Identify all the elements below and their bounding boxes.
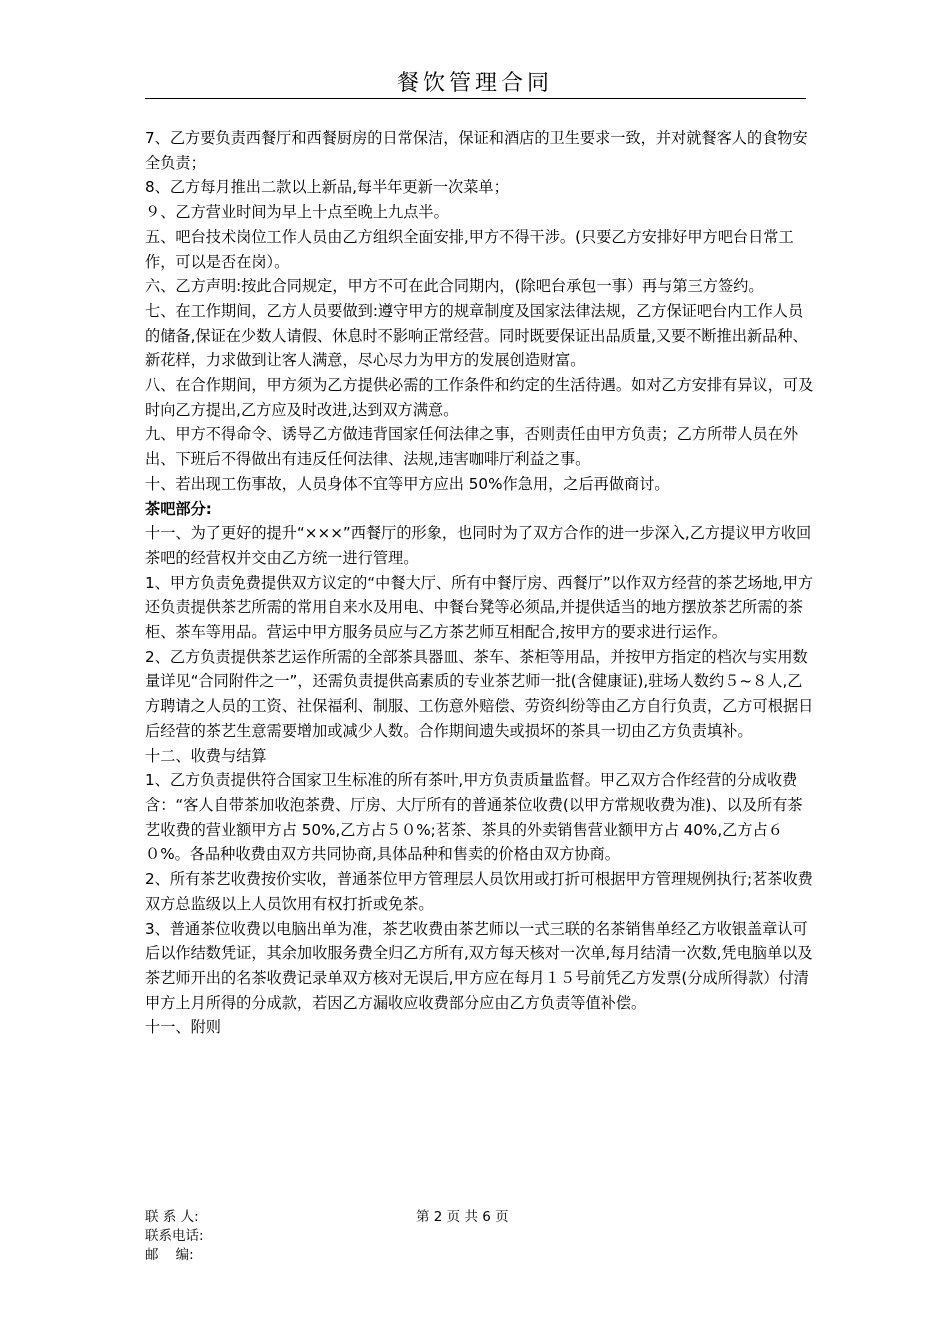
contract-paragraph: ９、乙方营业时间为早上十点至晚上九点半。: [145, 203, 449, 222]
contract-paragraph: 2、所有茶艺收费按价实收，普通茶位甲方管理层人员饮用或打折可根据甲方管理规例执行;茗茶收费双方总监级以上人员饮用有权打折或免茶。: [145, 870, 813, 913]
document-title: 餐饮管理合同: [396, 71, 553, 96]
contract-paragraph: 八、在合作期间，甲方须为乙方提供必需的工作条件和约定的生活待遇。如对乙方安排有异议，可及时向乙方提出,乙方应及时改进,达到双方满意。: [145, 376, 814, 419]
contract-paragraph: 2、乙方负责提供茶艺运作所需的全部茶具器皿、茶车、茶柜等用品，并按甲方指定的档次与实用数量详见“合同附件之一”，还需负责提供高素质的专业茶艺师一批(含健康证),驻场人数约５~８人,乙方聘请之人员的工资、社保福利、制服、工伤意外赔偿、劳资纠纷等由乙方自行负责，乙方可根据日后经营的茶艺生意需要增加或减少人数。合作期间遗失或损坏的茶具一切由乙方负责填补。: [145, 647, 814, 740]
contract-paragraph: 五、吧台技术岗位工作人员由乙方组织全面安排,甲方不得干涉。(只要乙方安排好甲方吧台日常工作，可以是否在岗）。: [145, 227, 794, 271]
contract-paragraph: 十一、附则: [145, 1018, 221, 1037]
contract-paragraph: 九、甲方不得命令、诱导乙方做违背国家任何法律之事，否则责任由甲方负责；乙方所带人员在外出、下班后不得做出有违反任何法律、法规,违害咖啡厅利益之事。: [145, 425, 799, 469]
contract-paragraph: 7、乙方要负责西餐厅和西餐厨房的日常保洁，保证和酒店的卫生要求一致，并对就餐客人的食物安全负责；: [145, 129, 808, 172]
header-divider: [145, 98, 806, 99]
contract-paragraph: 十一、为了更好的提升“×××”西餐厅的形象，也同时为了双方合作的进一步深入,乙方提议甲方收回茶吧的经营权并交由乙方统一进行管理。: [145, 524, 812, 567]
page-number: 第 2 页 共 6 页: [416, 1209, 509, 1225]
contract-paragraph: 十二、收费与结算: [145, 746, 267, 765]
postcode-label: 邮 编:: [145, 1247, 194, 1263]
contract-paragraph: 七、在工作期间，乙方人员要做到:遵守甲方的规章制度及国家法律法规，乙方保证吧台内工作人员的储备,保证在少数人请假、休息时不影响正常经营。同时既要保证出品质量,又要不断推出新品种、新花样，力求做到让客人满意，尽心尽力为甲方的发展创造财富。: [145, 301, 808, 370]
contract-body: [145, 126, 815, 1040]
section-heading: 茶吧部分:: [145, 499, 212, 518]
contract-paragraph: 3、普通茶位收费以电脑出单为准，茶艺收费由茶艺师以一式三联的名茶销售单经乙方收银盖章认可后以作结数凭证，其余加收服务费全归乙方所有,双方每天核对一次单,每月结清一次数,凭电脑单以及茶艺师开出的名茶收费记录单双方核对无误后,甲方应在每月１５号前凭乙方发票(分成所得款）付清甲方上月所得的分成款，若因乙方漏收应收费部分应由乙方负责等值补偿。: [145, 919, 813, 1012]
contact-phone-label: 联系电话:: [145, 1228, 204, 1244]
contract-paragraph: 六、乙方声明:按此合同规定，甲方不可在此合同期内，(除吧台承包一事）再与第三方签约。: [145, 277, 764, 296]
contract-paragraph: 1、乙方负责提供符合国家卫生标准的所有茶叶,甲方负责质量监督。甲乙双方合作经营的分成收费含：“客人自带茶加收泡茶费、厅房、大厅所有的普通茶位收费(以甲方常规收费为准)、以及所有茶艺收费的营业额甲方占 50%,乙方占５０%;茗茶、茶具的外卖销售营业额甲方占 40%,乙方占６０%。各品种收费由双方共同协商,具体品种和售卖的价格由双方协商。: [145, 771, 803, 864]
contract-paragraph: 8、乙方每月推出二款以上新品,每半年更新一次菜单；: [145, 178, 509, 197]
contract-paragraph: 1、甲方负责免费提供双方议定的“中餐大厅、所有中餐厅房、西餐厅”以作双方经营的茶艺场地,甲方还负责提供茶艺所需的常用自来水及用电、中餐台凳等必须品,并提供适当的地方摆放茶艺所需的茶柜、茶车等用品。营运中甲方服务员应与乙方茶艺师互相配合,按甲方的要求进行运作。: [145, 573, 814, 642]
contract-paragraph: 十、若出现工伤事故，人员身体不宜等甲方应出 50%作急用，之后再做商讨。: [145, 474, 670, 493]
footer-contact: [145, 1208, 204, 1265]
contact-person-label: 联 系 人:: [145, 1209, 199, 1225]
